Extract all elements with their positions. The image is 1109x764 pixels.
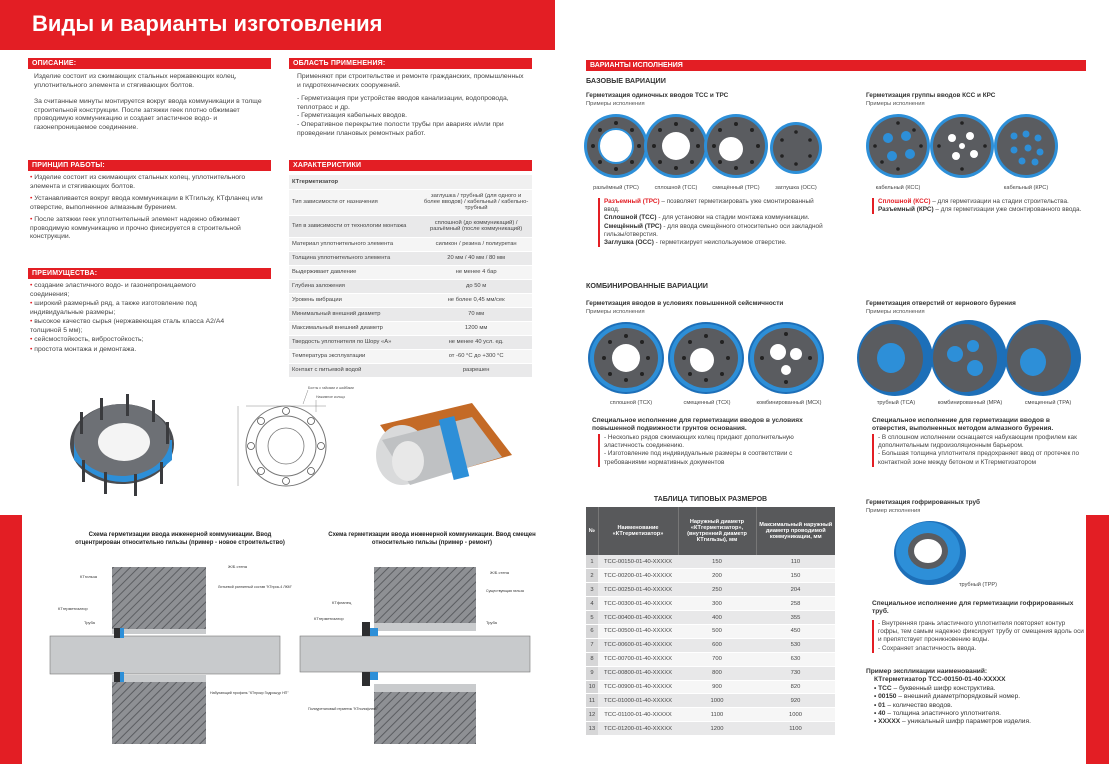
- table-cell: ТСС-00500-01-40-XXXXX: [598, 624, 678, 638]
- seismic-spec-body: [598, 434, 830, 467]
- single-inputs-desc: [598, 198, 824, 247]
- variants-header: ВАРИАНТЫ ИСПОЛНЕНИЯ: [586, 60, 1086, 71]
- table-cell: 8: [586, 652, 598, 666]
- list-item: • Изделие состоит из сжимающих стальных колец, уплотнительного элемента и стягивающих болтов.: [30, 174, 268, 191]
- desc-text: - герметизирует неиспользуемое отверстие.: [653, 239, 787, 247]
- table-header: №: [586, 507, 598, 555]
- caption-tsx-offset: смещенный (ТСХ): [683, 400, 731, 406]
- ring-offset: [704, 114, 768, 178]
- table-cell: 450: [756, 624, 835, 638]
- schema1-label: Труба: [84, 620, 95, 625]
- schema2-caption: Схема герметизации ввода инженерной коммуникации. Ввод смещен относительно гильзы (пример - ремонт): [328, 532, 536, 546]
- table-row: [586, 708, 835, 722]
- table-cell: 2: [586, 569, 598, 583]
- sizes-table-body: [586, 555, 835, 736]
- ring-msx: [748, 322, 824, 394]
- desc-term: Разъемный (КРС): [878, 206, 934, 214]
- characteristics-table-title: КТгерметизатор: [289, 175, 532, 189]
- schema1-label: Литьевой раннитный состав "КТпрок-4 ЛКМ": [218, 585, 292, 589]
- table-row: [586, 624, 835, 638]
- application-text: [297, 73, 527, 138]
- desc-term: Заглушка (ОСС): [604, 239, 654, 247]
- table-cell: ТСС-00900-01-40-XXXXX: [598, 680, 678, 694]
- table-cell: 4: [586, 597, 598, 611]
- description-header: ОПИСАНИЕ:: [28, 58, 271, 69]
- example-text: – количество вводов.: [885, 701, 953, 709]
- principle-list: [30, 174, 268, 246]
- example-term: • 40: [874, 710, 886, 718]
- schema1-label: КТгерметизатор: [58, 606, 88, 611]
- corrugated-note: Пример исполнения: [866, 508, 921, 514]
- table-row: [586, 611, 835, 625]
- ring-mra: [931, 320, 1007, 396]
- list-item: • сейсмостойкость, вибростойкость;: [30, 336, 230, 345]
- basic-variations-title: БАЗОВЫЕ ВАРИАЦИИ: [586, 76, 666, 85]
- list-item: • создание эластичного водо- и газонепроницаемого соединения;: [30, 282, 230, 299]
- char-key: Глубина заложения: [289, 279, 420, 293]
- table-cell: 5: [586, 611, 598, 625]
- caption-krs: кабельный (КРС): [1003, 185, 1049, 191]
- char-value: от -60 °С до +300 °С: [420, 349, 532, 363]
- ring-tsx-offset: [668, 322, 744, 394]
- spec-item: - Внутренняя грань эластичного уплотнителя повторяет контур гофры, тем самым надежно фиксирует трубу от смещения вдоль оси и препятствует проникновению воды.: [878, 620, 1084, 644]
- table-cell: ТСС-01100-01-40-XXXXX: [598, 708, 678, 722]
- char-value: 1200 мм: [420, 321, 532, 335]
- table-cell: 1100: [678, 708, 756, 722]
- example-term: • ТСС: [874, 684, 892, 692]
- advantages-header: ПРЕИМУЩЕСТВА:: [28, 268, 271, 279]
- table-cell: 530: [756, 638, 835, 652]
- char-value: заглушка / трубный (для одного и более вводов) / кабельный / кабельно-трубный: [420, 189, 532, 215]
- example-term: • 01: [874, 701, 886, 709]
- corrugated-spec-body: [872, 620, 1086, 653]
- schema1-label: КТгильза: [80, 574, 97, 579]
- list-item: • высокое качество сырья (нержавеющая сталь класса A2/A4 толщиной 5 мм);: [30, 318, 230, 335]
- char-value: разрешен: [420, 363, 532, 377]
- spec-item: - Большая толщина уплотнителя предохраняет ввод от протечек по контактной зоне между бетоном и КТгерметизатором: [878, 450, 1080, 466]
- table-cell: ТСС-01200-01-40-XXXXX: [598, 722, 678, 736]
- schema1-diagram: [50, 562, 290, 746]
- desc-term: Смещённый (ТРС): [604, 222, 662, 230]
- ring-tsx: [588, 322, 664, 394]
- page-title: Виды и варианты изготовления: [32, 11, 383, 36]
- group-inputs-desc: [872, 198, 1082, 214]
- application-p1: Применяют при строительстве и ремонте гражданских, промышленных и гидротехнических сооружений.: [297, 73, 524, 89]
- table-cell: 150: [756, 569, 835, 583]
- table-cell: 700: [678, 652, 756, 666]
- list-item: • Устанавливается вокруг ввода коммуникации в КТгильзу, КТфланец или отверстие, выполненное алмазным бурением.: [30, 195, 268, 212]
- table-cell: ТСС-00300-01-40-XXXXX: [598, 597, 678, 611]
- caption-plug: заглушка (ОСС): [775, 185, 817, 191]
- example-term: • XXXXX: [874, 718, 901, 726]
- ring-plug: [770, 122, 822, 174]
- char-value: не менее 40 усл. ед.: [420, 335, 532, 349]
- advantages-list: [30, 282, 230, 355]
- example-title: Пример экспликации наименований:: [866, 668, 988, 675]
- table-cell: ТСС-00600-01-40-XXXXX: [598, 638, 678, 652]
- table-cell: 250: [678, 583, 756, 597]
- table-header: Наименование «КТгерметизатор»: [598, 507, 678, 555]
- drawing-label-top: Болты с гайками и шайбами: [308, 386, 354, 390]
- example-text: – внешний диаметр/порядковый номер.: [896, 693, 1021, 701]
- example-code: КТгерметизатор ТСС-00150-01-40-XXXXX: [874, 676, 1006, 684]
- example-text: – буквенный шифр конструктива.: [891, 684, 996, 692]
- list-item: • широкий размерный ряд, а также изготовление под индивидуальные размеры;: [30, 300, 230, 317]
- table-row: [586, 583, 835, 597]
- sealer-cutaway-illustration: [362, 395, 527, 505]
- schema2-label: Ж/Б стена: [490, 570, 509, 575]
- sizes-table: [586, 507, 835, 736]
- caption-offset: смещённый (ТРС): [712, 185, 760, 191]
- desc-text: – позволяет герметизировать уже смонтированный ввод.: [604, 198, 814, 214]
- char-value: не более 0,45 мм/сек: [420, 293, 532, 307]
- char-key: Температура эксплуатации: [289, 349, 420, 363]
- seismic-title: Герметизация вводов в условиях повышенной сейсмичности: [586, 300, 784, 307]
- table-cell: 1000: [756, 708, 835, 722]
- table-cell: 3: [586, 583, 598, 597]
- char-key: Контакт с питьевой водой: [289, 363, 420, 377]
- corrugated-title: Герметизация гофрированных труб: [866, 499, 981, 506]
- title-bar: [0, 0, 555, 50]
- char-key: Тип в зависимости от технологии монтажа: [289, 215, 420, 237]
- description-p1: Изделие состоит из сжимающих стальных нержавеющих колец, уплотнительного элемента и стягивающих болтов.: [34, 73, 237, 89]
- spec-item: - Изготовление под индивидуальные размеры в соответствии с требованиями нормативных документов: [604, 450, 793, 466]
- table-row: [586, 722, 835, 736]
- table-row: [586, 666, 835, 680]
- char-key: Толщина уплотнительного элемента: [289, 251, 420, 265]
- desc-term: Сплошной (ТСС): [604, 214, 657, 222]
- table-cell: 600: [678, 638, 756, 652]
- table-cell: 204: [756, 583, 835, 597]
- example-text: – уникальный шифр параметров изделия.: [900, 718, 1031, 726]
- char-value: не менее 4 бар: [420, 265, 532, 279]
- table-cell: 1100: [756, 722, 835, 736]
- desc-text: - для ввода смещённого относительно оси закладной гильзы/отверстия.: [604, 222, 823, 238]
- schema2-label: Труба: [486, 620, 497, 625]
- schema2-label: КТфланец: [332, 600, 352, 605]
- table-header: Наружный диаметр «КТгерметизатор», (внутренний диаметр КТгильзы), мм: [678, 507, 756, 555]
- corrugated-ring: [890, 517, 970, 587]
- spec-item: - Несколько рядов сжимающих колец придают дополнительную эластичность соединению.: [604, 434, 794, 450]
- table-cell: 500: [678, 624, 756, 638]
- table-cell: ТСС-00250-01-40-XXXXX: [598, 583, 678, 597]
- table-cell: 800: [678, 666, 756, 680]
- table-cell: 9: [586, 666, 598, 680]
- caption-tra: смещенный (ТРА): [1024, 400, 1072, 406]
- table-cell: ТСС-01000-01-40-XXXXX: [598, 694, 678, 708]
- table-cell: 7: [586, 638, 598, 652]
- table-row: [586, 694, 835, 708]
- table-header: Максимальный наружный диаметр проводимой коммуникации, мм: [756, 507, 835, 555]
- table-cell: 820: [756, 680, 835, 694]
- ring-tsa: [857, 320, 933, 396]
- caption-tsx: сплошной (ТСХ): [609, 400, 653, 406]
- caption-kss: кабельный (КСС): [875, 185, 921, 191]
- sealer-technical-drawing: [218, 384, 354, 504]
- table-cell: 150: [678, 555, 756, 569]
- ring-krs-a: [930, 114, 994, 178]
- table-cell: 258: [756, 597, 835, 611]
- schema1-label: Набухающий профиль "КТпрокр Гидрошур НП": [210, 691, 289, 695]
- table-cell: ТСС-00800-01-40-XXXXX: [598, 666, 678, 680]
- table-cell: 920: [756, 694, 835, 708]
- group-rings: [862, 110, 1082, 185]
- corrugated-spec-title: Специальное исполнение для герметизации гофрированных труб.: [872, 600, 1074, 615]
- table-cell: 110: [756, 555, 835, 569]
- table-cell: ТСС-00700-01-40-XXXXX: [598, 652, 678, 666]
- char-key: Выдерживает давление: [289, 265, 420, 279]
- group-inputs-title: Герметизация группы вводов КСС и КРС: [866, 92, 996, 99]
- char-value: силикон / резина / полиуретан: [420, 237, 532, 251]
- ring-kss: [866, 114, 930, 178]
- char-key: Тип зависимости от назначения: [289, 189, 420, 215]
- table-cell: 1000: [678, 694, 756, 708]
- char-value: 20 мм / 40 мм / 80 мм: [420, 251, 532, 265]
- characteristics-table: [289, 175, 532, 378]
- core-spec-body: [872, 434, 1084, 467]
- combined-variations-title: КОМБИНИРОВАННЫЕ ВАРИАЦИИ: [586, 281, 708, 290]
- table-cell: 12: [586, 708, 598, 722]
- core-rings: [855, 318, 1085, 398]
- desc-text: – для герметизации на стадии строительства.: [930, 198, 1069, 205]
- ring-trs: [584, 114, 648, 178]
- example-term: • 00150: [874, 693, 897, 701]
- seismic-spec-title: Специальное исполнение для герметизации вводов в условиях повышенной подвижности грунтов основания.: [592, 417, 803, 432]
- seismic-note: Примеры исполнения: [586, 309, 645, 315]
- schema1-caption: Схема герметизации ввода инженерной коммуникации. Ввод отцентрирован относительно гильзы (пример - новое строительство): [75, 532, 285, 546]
- application-item: - Оперативное перекрытие полости трубы при авариях и/или при проведении плановых ремонтных работ.: [297, 120, 504, 137]
- table-cell: 13: [586, 722, 598, 736]
- description-p2: За считанные минуты монтируется вокруг ввода коммуникации в толще строительной конструкции. После затяжки геек плотно обжимает проводимую коммуникацию и создает эластичное водо- и газонепроницаемое соединение.: [34, 98, 262, 131]
- table-row: [586, 680, 835, 694]
- single-inputs-title: Герметизация одиночных вводов ТСС и ТРС: [586, 92, 729, 99]
- table-cell: 200: [678, 569, 756, 583]
- drawing-label-mid: Нажимное кольцо: [316, 395, 346, 399]
- caption-tsa: трубный (ТСА): [876, 400, 916, 406]
- table-cell: 11: [586, 694, 598, 708]
- group-inputs-note: Примеры исполнения: [866, 101, 925, 107]
- characteristics-header: ХАРАКТЕРИСТИКИ: [289, 160, 532, 171]
- char-value: до 50 м: [420, 279, 532, 293]
- description-text: [34, 73, 266, 141]
- desc-text: – для герметизации уже смонтированного ввода.: [933, 206, 1082, 214]
- table-cell: ТСС-00400-01-40-XXXXX: [598, 611, 678, 625]
- name-example: [866, 668, 1031, 727]
- table-row: [586, 597, 835, 611]
- schema2-label: Существующая гильза: [486, 589, 524, 593]
- table-cell: ТСС-00200-01-40-XXXXX: [598, 569, 678, 583]
- seismic-rings: [586, 318, 836, 398]
- table-cell: 630: [756, 652, 835, 666]
- ring-tss: [644, 114, 708, 178]
- desc-term: Сплошной (КСС): [878, 198, 931, 205]
- core-note: Примеры исполнения: [866, 309, 925, 315]
- table-cell: 10: [586, 680, 598, 694]
- application-item: - Герметизация при устройстве вводов канализации, водопровода, теплотрасс и др.: [297, 95, 509, 111]
- sealer-3d-illustration: [60, 382, 190, 512]
- core-title: Герметизация отверстий от кернового бурения: [866, 300, 1016, 307]
- table-row: [586, 638, 835, 652]
- table-cell: ТСС-00150-01-40-XXXXX: [598, 555, 678, 569]
- table-cell: 400: [678, 611, 756, 625]
- application-item: - Герметизация кабельных вводов.: [297, 112, 407, 120]
- spec-item: - Сохраняет эластичность ввода.: [878, 644, 977, 652]
- caption-tss: сплошной (ТСС): [654, 185, 698, 191]
- table-cell: 6: [586, 624, 598, 638]
- table-cell: 900: [678, 680, 756, 694]
- schema2-label: КТгерметизатор: [314, 616, 344, 621]
- schema1-label: Ж/Б стена: [228, 564, 247, 569]
- side-accent-left: [0, 515, 22, 764]
- core-spec-title: Специальное исполнение для герметизации вводов в отверстия, выполненных методом алмазного бурения.: [872, 417, 1054, 432]
- char-key: Минимальный внешний диаметр: [289, 307, 420, 321]
- caption-trs: разъёмный (ТРС): [593, 185, 639, 191]
- application-header: ОБЛАСТЬ ПРИМЕНЕНИЯ:: [289, 58, 532, 69]
- table-row: [586, 652, 835, 666]
- table-cell: 355: [756, 611, 835, 625]
- table-row: [586, 569, 835, 583]
- desc-text: - для установки на стадии монтажа коммуникации.: [656, 214, 810, 222]
- sizes-table-title: ТАБЛИЦА ТИПОВЫХ РАЗМЕРОВ: [653, 496, 768, 503]
- schema2-diagram: [300, 562, 540, 746]
- caption-trr: трубный (ТРР): [958, 582, 998, 588]
- principle-header: ПРИНЦИП РАБОТЫ:: [28, 160, 271, 171]
- char-key: Максимальный внешний диаметр: [289, 321, 420, 335]
- desc-term: Разъемный (ТРС): [604, 198, 660, 205]
- caption-msx: комбинированный (МСХ): [756, 400, 822, 406]
- table-row: [586, 555, 835, 569]
- char-key: Твердость уплотнителя по Шору «А»: [289, 335, 420, 349]
- table-cell: 1: [586, 555, 598, 569]
- single-rings: [586, 110, 826, 185]
- spec-item: - В сплошном исполнении оснащается набухающим профилем как дополнительным гидроизоляционным барьером.: [878, 434, 1077, 450]
- table-cell: 1200: [678, 722, 756, 736]
- char-key: Материал уплотнительного элемента: [289, 237, 420, 251]
- table-cell: 730: [756, 666, 835, 680]
- char-value: 70 мм: [420, 307, 532, 321]
- char-value: сплошной (до коммуникаций) / разъёмный (после коммуникаций): [420, 215, 532, 237]
- single-inputs-note: Примеры исполнения: [586, 101, 645, 107]
- list-item: • простота монтажа и демонтажа.: [30, 346, 230, 355]
- list-item: • После затяжки геек уплотнительный элемент надежно обжимает проводимую коммуникацию и прочно фиксируется в строительной конструкции.: [30, 216, 268, 242]
- table-cell: 300: [678, 597, 756, 611]
- schema2-label: Полиуретановый герметик "КТполифлекс": [308, 707, 379, 711]
- side-accent-right: [1086, 515, 1109, 764]
- char-key: Уровень вибрации: [289, 293, 420, 307]
- ring-tra: [1005, 320, 1081, 396]
- caption-mra: комбинированный (МРА): [937, 400, 1003, 406]
- example-text: – толщина эластичного уплотнителя.: [885, 710, 1001, 718]
- ring-krs-b: [994, 114, 1058, 178]
